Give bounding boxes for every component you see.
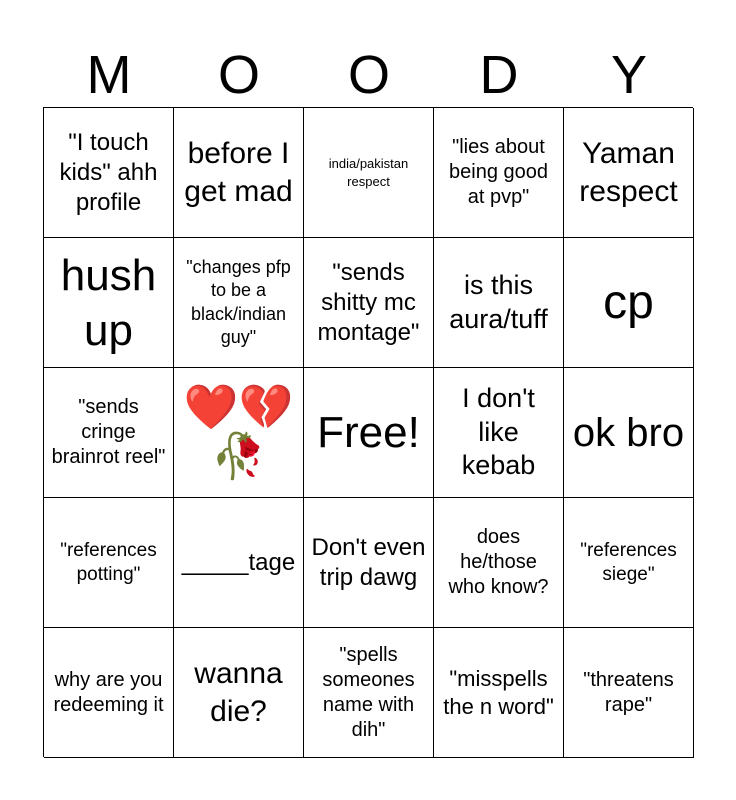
bingo-cell[interactable]	[304, 628, 434, 758]
cell-text: before I get mad	[184, 137, 293, 208]
cell-text: is this aura/tuff	[449, 269, 548, 334]
bingo-cell[interactable]	[434, 238, 564, 368]
bingo-cell[interactable]	[44, 498, 174, 628]
cell-text: "references potting"	[60, 539, 157, 585]
header-letter-o: O	[217, 45, 260, 105]
cell-text: "lies about being good at pvp"	[449, 136, 548, 208]
bingo-cell[interactable]	[174, 108, 304, 238]
bingo-cell[interactable]	[564, 108, 694, 238]
cell-text: wanna die?	[194, 657, 283, 728]
cell-text: "sends cringe brainrot reel"	[51, 396, 166, 468]
bingo-cell[interactable]	[174, 498, 304, 628]
header-letter-d: D	[479, 45, 519, 105]
bingo-cell[interactable]	[564, 238, 694, 368]
bingo-cell[interactable]	[174, 628, 304, 758]
bingo-cell[interactable]	[174, 238, 304, 368]
bingo-board	[43, 107, 693, 757]
cell-text: ok bro	[572, 410, 685, 455]
bingo-cell[interactable]	[434, 628, 564, 758]
cell-text: "threatens rape"	[583, 668, 674, 716]
cell-text: Don't even trip dawg	[311, 533, 426, 591]
free-space-text: Free!	[317, 408, 420, 457]
bingo-cell[interactable]	[434, 368, 564, 498]
cell-text: cp	[603, 275, 654, 329]
cell-text: _____tage	[181, 548, 296, 576]
bingo-cell[interactable]	[434, 108, 564, 238]
bingo-cell[interactable]	[564, 628, 694, 758]
cell-text: "I touch kids" ahh profile	[59, 128, 158, 216]
bingo-cell[interactable]	[564, 368, 694, 498]
cell-text: "sends shitty mc montage"	[317, 258, 420, 346]
cell-text: does he/those who know?	[448, 526, 549, 598]
bingo-cell[interactable]	[564, 498, 694, 628]
cell-text: "misspells the n word"	[443, 666, 554, 719]
bingo-cell[interactable]	[44, 108, 174, 238]
bingo-cell[interactable]	[304, 108, 434, 238]
header-letter-o: O	[347, 45, 390, 105]
bingo-cell[interactable]	[44, 238, 174, 368]
cell-text: I don't like kebab	[461, 382, 536, 481]
cell-text: hush up	[60, 250, 157, 355]
heart-emoji-icons: ❤️💔🥀	[183, 383, 294, 481]
bingo-cell[interactable]	[44, 368, 174, 498]
header-letter-m: M	[86, 45, 132, 105]
bingo-cell[interactable]	[304, 238, 434, 368]
cell-text: "references siege"	[580, 539, 677, 585]
bingo-cell[interactable]	[304, 498, 434, 628]
cell-text: Yaman respect	[579, 137, 678, 208]
cell-text: why are you redeeming it	[53, 668, 164, 716]
bingo-cell[interactable]	[44, 628, 174, 758]
free-space-cell[interactable]	[304, 368, 434, 498]
cell-text: "changes pfp to be a black/indian guy"	[186, 256, 291, 347]
header-letter-y: Y	[610, 45, 648, 105]
bingo-cell[interactable]	[434, 498, 564, 628]
cell-text: "spells someones name with dih"	[322, 643, 415, 741]
bingo-header	[44, 44, 694, 106]
bingo-cell[interactable]	[174, 368, 304, 498]
cell-text: india/pakistan respect	[328, 155, 409, 189]
